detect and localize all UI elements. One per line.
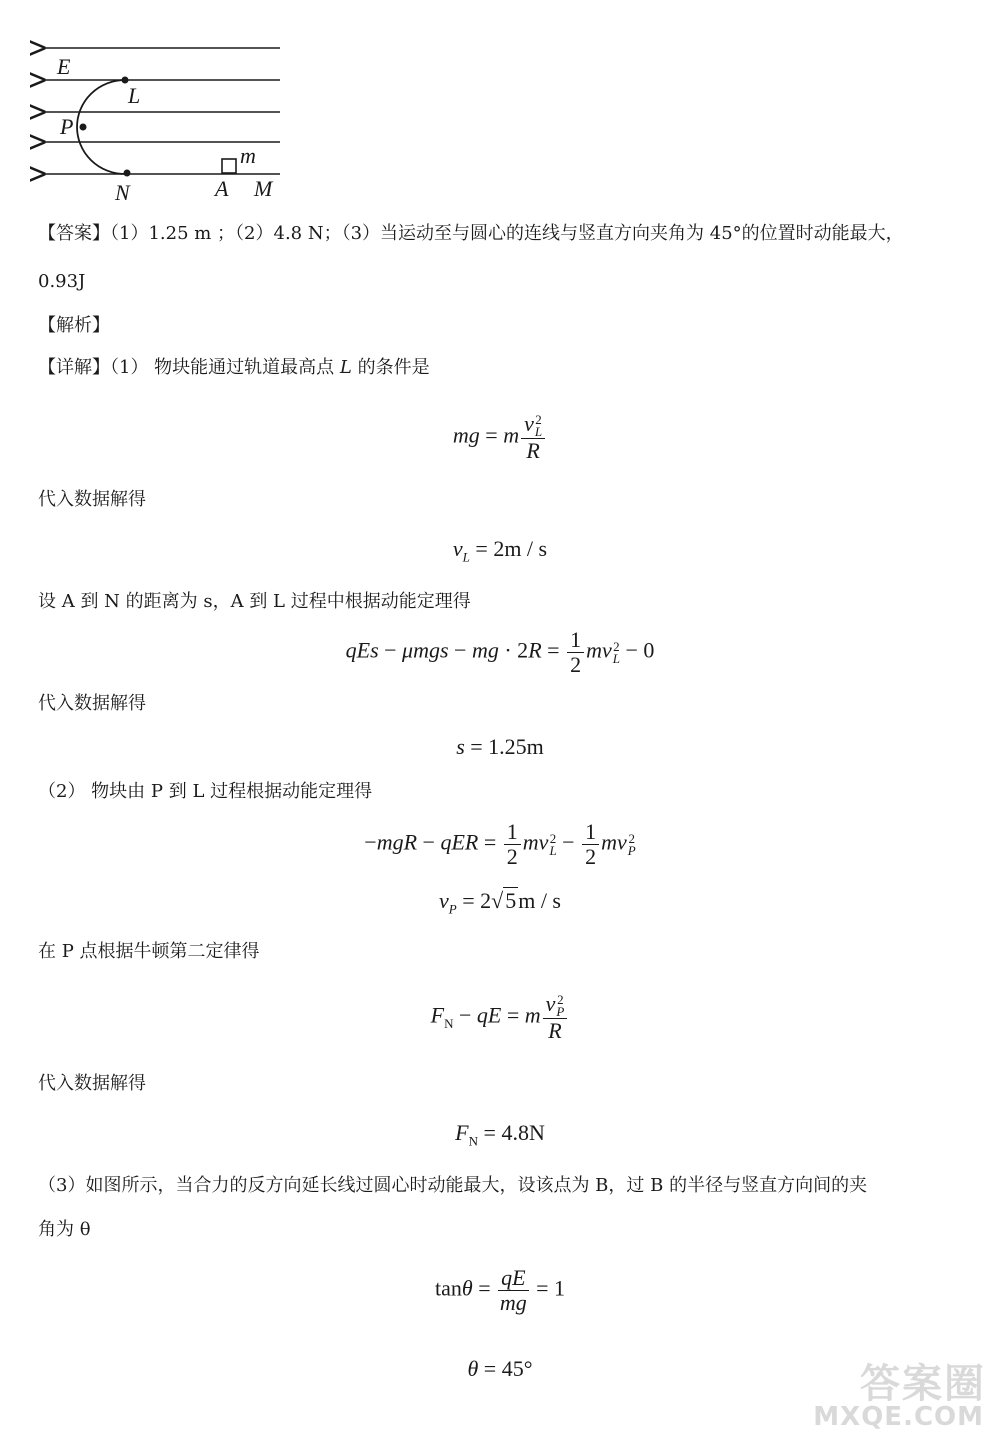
label-m: m	[240, 143, 256, 168]
watermark-logo: 答案圈	[860, 1361, 986, 1407]
equation-vP: $v_P = 2√5m / s$	[438, 888, 561, 917]
substitute-text-3: 代入数据解得	[38, 1073, 146, 1094]
setup-text: 设 A 到 N 的距离为 s，A 到 L 过程中根据动能定理得	[38, 591, 471, 612]
part3-line-1: （3）如图所示，当合力的反方向延长线过圆心时动能最大，设该点为 B，过 B 的半径与竖直方向间的夹	[38, 1175, 868, 1196]
label-E: E	[57, 54, 71, 79]
label-L: L	[128, 83, 141, 108]
detail-intro: 【详解】（1） 物块能通过轨道最高点 L 的条件是	[38, 357, 430, 378]
field-diagram	[30, 30, 300, 210]
equation-work-energy-2: −mgR − qER = $\frac{1}{2}$ mv 2 L − $\frac{1}{2}$ mv 2 P	[364, 819, 636, 869]
equation-theta: θ = 45°	[467, 1356, 533, 1381]
substitute-text-1: 代入数据解得	[38, 489, 146, 510]
answer-line-1: 【答案】（1）1.25 m ；（2）4.8 N；（3）当运动至与圆心的连线与竖直方向夹角为 45°的位置时动能最大，	[38, 223, 904, 244]
block-m	[222, 159, 236, 173]
analysis-heading: 【解析】	[38, 315, 110, 336]
equation-FN: $F_N = 4.8N$	[455, 1120, 545, 1149]
equation-newton: $F_N$ − qE = m v 2 P R	[0, 992, 1000, 1043]
substitute-text-2: 代入数据解得	[38, 693, 146, 714]
label-A: A	[215, 176, 229, 201]
equation-centripetal: mg = m v 2 L R	[0, 412, 1000, 463]
equation-tan: tanθ = $\frac{qE}{mg}$ = 1	[435, 1265, 565, 1315]
point-P-dot	[80, 124, 87, 131]
equation-vL: $v_L = 2m / s$	[452, 536, 548, 565]
equation-s: s = 1.25m	[456, 734, 544, 759]
label-N: N	[115, 180, 130, 205]
part3-line-2: 角为 θ	[38, 1219, 91, 1240]
answer-line-2: 0.93J	[38, 271, 86, 292]
newton-text: 在 P 点根据牛顿第二定律得	[38, 941, 260, 962]
equation-work-energy-1: qEs − μmgs − mg · 2R = $\frac{1}{2}$ mv 2 L − 0	[345, 627, 655, 677]
label-M: M	[254, 176, 273, 201]
point-N-dot	[124, 170, 131, 177]
part2-text: （2） 物块由 P 到 L 过程根据动能定理得	[38, 781, 373, 802]
watermark-site: MXQE.COM	[813, 1402, 984, 1432]
label-P: P	[60, 114, 74, 139]
